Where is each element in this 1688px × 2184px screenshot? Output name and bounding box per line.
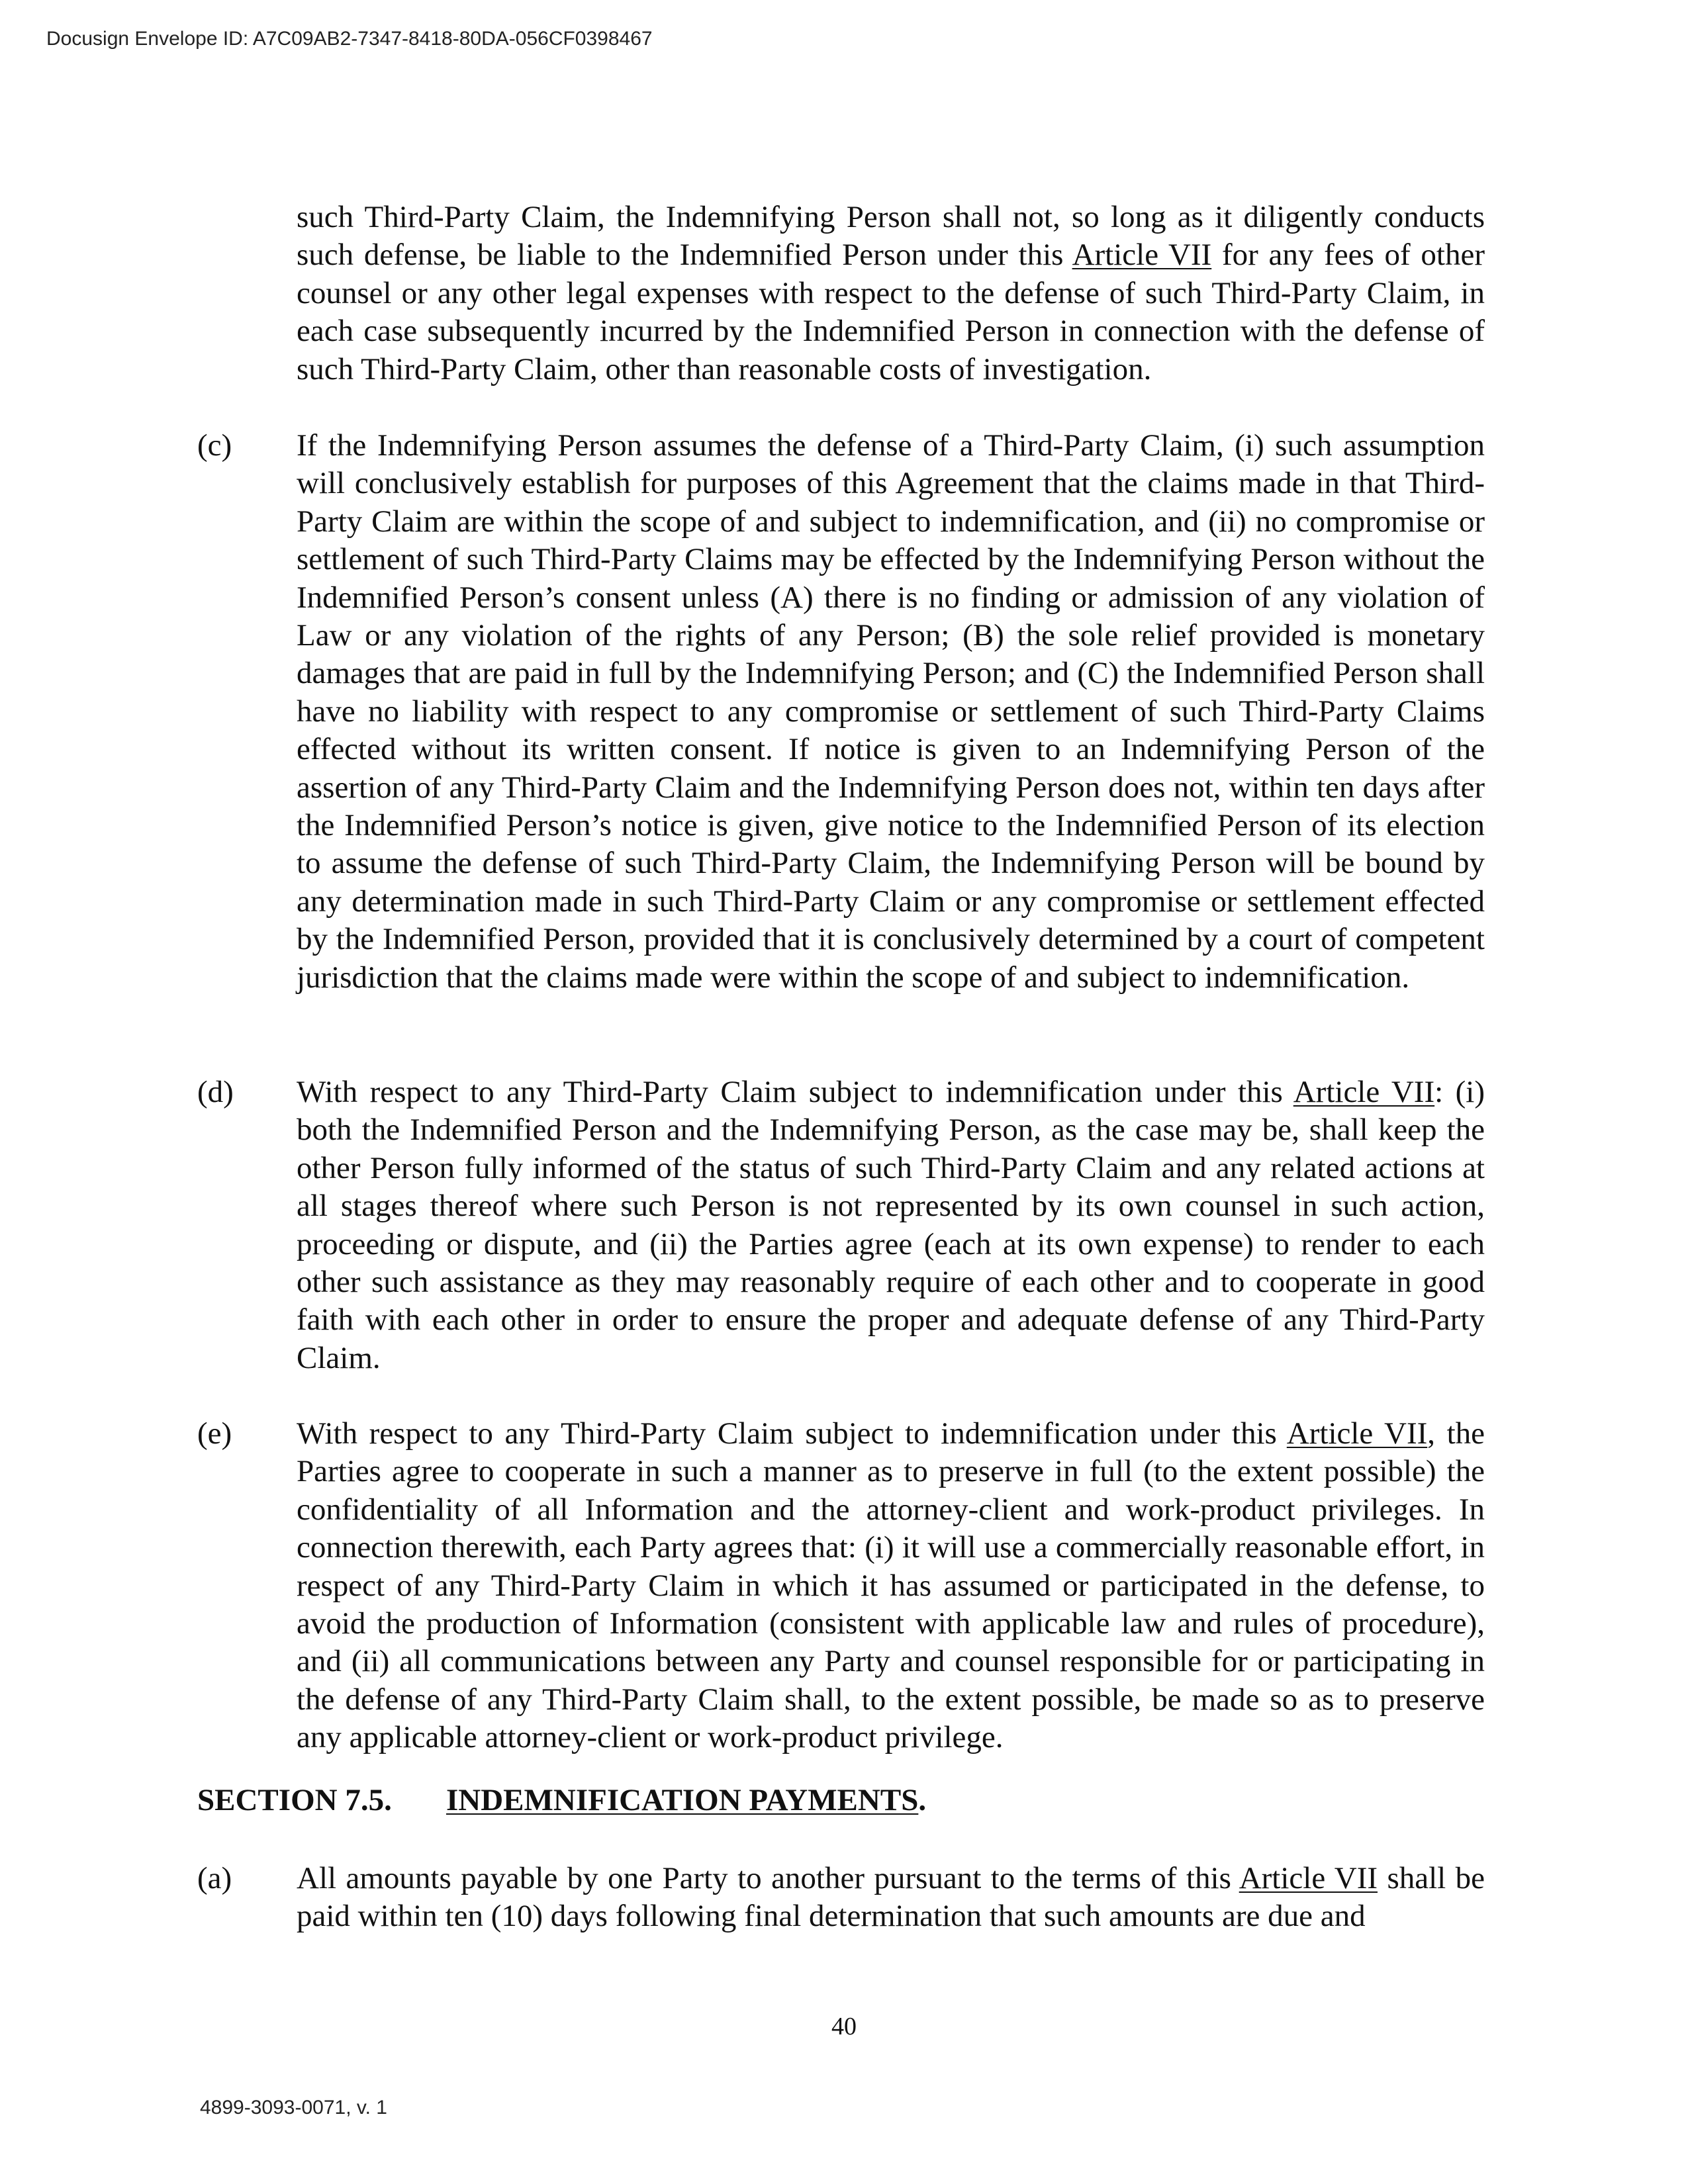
para-a-label: (a) xyxy=(197,1861,232,1895)
continuation-text-1: such Third-Party Claim, the Indemnifying Person shall not, so long as it diligently conducts such defense, be liable to the Indemnified Person under this xyxy=(297,200,1485,273)
article-vii-link[interactable]: Article VII xyxy=(1286,1416,1428,1451)
document-id: 4899-3093-0071, v. 1 xyxy=(200,2097,387,2118)
para-d-text-1: With respect to any Third-Party Claim subject to indemnification under this xyxy=(297,1075,1293,1109)
para-d-paragraph xyxy=(297,1073,1485,1377)
para-e-text-1: With respect to any Third-Party Claim subject to indemnification under this xyxy=(297,1416,1287,1451)
para-d-label: (d) xyxy=(197,1075,234,1109)
continuation-paragraph xyxy=(297,199,1485,388)
article-vii-link[interactable]: Article VII xyxy=(1293,1075,1435,1109)
section-title: INDEMNIFICATION PAYMENTS xyxy=(446,1783,919,1817)
para-a-text-2: shall be paid within ten (10) days following final determination that such amounts are due and xyxy=(297,1861,1485,1934)
continuation-text-2: for any fees of other counsel or any other legal expenses with respect to the defense of such Third-Party Claim, in each case subsequently incurred by the Indemnified Person in connection with the defense of such Third-Party Claim, other than reasonable costs of investigation. xyxy=(297,238,1485,387)
para-a-text-1: All amounts payable by one Party to another pursuant to the terms of this xyxy=(297,1861,1239,1895)
para-e-label: (e) xyxy=(197,1416,232,1451)
article-vii-link[interactable]: Article VII xyxy=(1239,1861,1378,1895)
para-a-paragraph xyxy=(297,1860,1485,1936)
page-number: 40 xyxy=(831,2013,857,2040)
section-number: SECTION 7.5. xyxy=(197,1783,392,1817)
para-c-text: If the Indemnifying Person assumes the defense of a Third-Party Claim, (i) such assumption will conclusively establish for purposes of this Agreement that the claims made in that Third-Party Claim are within the scope of and subject to indemnification, and (ii) no compromise or settlement of such Third-Party Claims may be effected by the Indemnifying Person without the Indemnified Person’s consent unless (A) there is no finding or admission of any violation of Law or any violation of the rights of any Person; (B) the sole relief provided is monetary damages that are paid in full by the Indemnifying Person; and (C) the Indemnified Person shall have no liability with respect to any compromise or settlement of such Third-Party Claims effected without its written consent. If notice is given to an Indemnifying Person of the assertion of any Third-Party Claim and the Indemnifying Person does not, within ten days after the Indemnified Person’s notice is given, give notice to the Indemnified Person of its election to assume the defense of such Third-Party Claim, the Indemnifying Person will be bound by any determination made in such Third-Party Claim or any compromise or settlement effected by the Indemnified Person, provided that it is conclusively determined by a court of competent jurisdiction that the claims made were within the scope of and subject to indemnification. xyxy=(297,428,1485,995)
section-heading xyxy=(197,1782,926,1819)
para-e-text-2: , the Parties agree to cooperate in such a manner as to preserve in full (to the extent possible) the confidentiality of all Information and the attorney-client and work-product privileges. In connection therewith, each Party agrees that: (i) it will use a commercially reasonable effort, in respect of any Third-Party Claim in which it has assumed or participated in the defense, to avoid the production of Information (consistent with applicable law and rules of procedure), and (ii) all communications between any Party and counsel responsible for or participating in the defense of any Third-Party Claim shall, to the extent possible, be made so as to preserve any applicable attorney-client or work-product privilege. xyxy=(297,1416,1485,1755)
para-d-text-2: : (i) both the Indemnified Person and the Indemnifying Person, as the case may be, shall keep the other Person fully informed of the status of such Third-Party Claim and any related actions at all stages thereof where such Person is not represented by its own counsel in such action, proceeding or dispute, and (ii) the Parties agree (each at its own expense) to render to each other such assistance as they may reasonably require of each other and to cooperate in good faith with each other in order to ensure the proper and adequate defense of any Third-Party Claim. xyxy=(297,1075,1485,1375)
para-e-paragraph xyxy=(297,1415,1485,1757)
para-c-label: (c) xyxy=(197,428,232,463)
article-vii-link[interactable]: Article VII xyxy=(1072,238,1212,273)
section-period: . xyxy=(918,1783,927,1817)
envelope-id: Docusign Envelope ID: A7C09AB2-7347-8418-80DA-056CF0398467 xyxy=(46,28,653,50)
